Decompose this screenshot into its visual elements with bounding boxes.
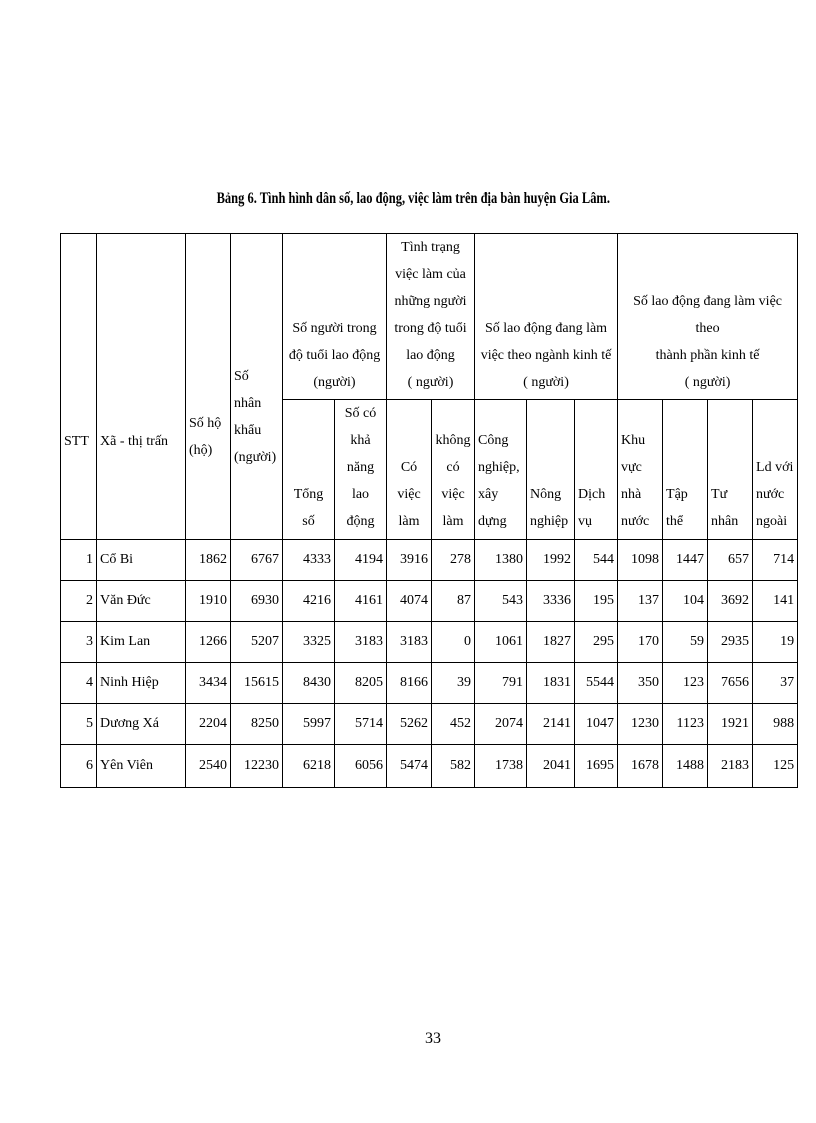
row-commune: Cổ Bi [97, 540, 186, 581]
row-value: 657 [708, 540, 753, 581]
row-value: 2074 [475, 704, 527, 745]
row-value: 1827 [527, 622, 575, 663]
header-households: Số hộ (hộ) [186, 234, 231, 540]
table-row [61, 622, 798, 663]
row-value: 39 [432, 663, 475, 704]
row-value: 2935 [708, 622, 753, 663]
row-value: 8205 [335, 663, 387, 704]
header-commune: Xã - thị trấn [97, 234, 186, 540]
row-stt: 3 [61, 622, 97, 663]
row-value: 4074 [387, 581, 432, 622]
row-value: 5544 [575, 663, 618, 704]
row-value: 4161 [335, 581, 387, 622]
row-value: 15615 [231, 663, 283, 704]
row-value: 1992 [527, 540, 575, 581]
row-value: 1047 [575, 704, 618, 745]
table-title: Bảng 6. Tình hình dân số, lao động, việc làm trên địa bàn huyện Gia Lâm. [216, 190, 610, 207]
row-value: 37 [753, 663, 798, 704]
header-foreign: Ld với nước ngoài [753, 400, 798, 540]
header-able: Số có khả năng lao động [335, 400, 387, 540]
row-value: 714 [753, 540, 798, 581]
row-value: 8250 [231, 704, 283, 745]
row-value: 2204 [186, 704, 231, 745]
row-value: 5262 [387, 704, 432, 745]
row-value: 295 [575, 622, 618, 663]
row-value: 7656 [708, 663, 753, 704]
row-value: 6218 [283, 745, 335, 788]
header-by-sector: Số lao động đang làm việc theo ngành kinh tế ( người) [475, 234, 618, 400]
row-stt: 2 [61, 581, 97, 622]
row-value: 2041 [527, 745, 575, 788]
header-stt: STT [61, 234, 97, 540]
table-body [61, 540, 798, 788]
row-value: 5714 [335, 704, 387, 745]
table-row [61, 663, 798, 704]
row-value: 59 [663, 622, 708, 663]
row-value: 1678 [618, 745, 663, 788]
row-value: 452 [432, 704, 475, 745]
row-value: 4216 [283, 581, 335, 622]
row-value: 1862 [186, 540, 231, 581]
row-value: 1447 [663, 540, 708, 581]
row-value: 1910 [186, 581, 231, 622]
row-value: 12230 [231, 745, 283, 788]
row-value: 1380 [475, 540, 527, 581]
row-value: 2141 [527, 704, 575, 745]
header-state: Khu vực nhà nước [618, 400, 663, 540]
header-population: Số nhân khẩu (người) [231, 234, 283, 540]
row-value: 582 [432, 745, 475, 788]
row-value: 5474 [387, 745, 432, 788]
header-unemployed: không có việc làm [432, 400, 475, 540]
row-stt: 1 [61, 540, 97, 581]
header-working-age: Số người trong độ tuổi lao động (người) [283, 234, 387, 400]
header-services: Dịch vụ [575, 400, 618, 540]
row-value: 104 [663, 581, 708, 622]
row-value: 1061 [475, 622, 527, 663]
row-value: 3183 [387, 622, 432, 663]
row-value: 2183 [708, 745, 753, 788]
row-value: 2540 [186, 745, 231, 788]
row-value: 543 [475, 581, 527, 622]
row-value: 544 [575, 540, 618, 581]
header-agriculture: Nông nghiệp [527, 400, 575, 540]
row-value: 3336 [527, 581, 575, 622]
row-commune: Văn Đức [97, 581, 186, 622]
row-commune: Dương Xá [97, 704, 186, 745]
row-value: 791 [475, 663, 527, 704]
row-commune: Ninh Hiệp [97, 663, 186, 704]
table-row [61, 745, 798, 788]
row-value: 1921 [708, 704, 753, 745]
row-value: 1831 [527, 663, 575, 704]
page-number: 33 [425, 1030, 441, 1047]
row-value: 3692 [708, 581, 753, 622]
row-stt: 6 [61, 745, 97, 788]
row-value: 278 [432, 540, 475, 581]
row-value: 8166 [387, 663, 432, 704]
row-value: 141 [753, 581, 798, 622]
row-value: 6930 [231, 581, 283, 622]
row-stt: 4 [61, 663, 97, 704]
row-value: 3183 [335, 622, 387, 663]
row-value: 19 [753, 622, 798, 663]
header-by-component: Số lao động đang làm việc theo thành phần kinh tế ( người) [618, 234, 798, 400]
row-value: 195 [575, 581, 618, 622]
row-value: 170 [618, 622, 663, 663]
row-value: 87 [432, 581, 475, 622]
row-value: 5997 [283, 704, 335, 745]
table-row [61, 540, 798, 581]
row-value: 1695 [575, 745, 618, 788]
header-employed: Có việc làm [387, 400, 432, 540]
row-value: 1123 [663, 704, 708, 745]
row-value: 1230 [618, 704, 663, 745]
header-collective: Tập thể [663, 400, 708, 540]
row-value: 350 [618, 663, 663, 704]
header-private: Tư nhân [708, 400, 753, 540]
population-labor-table [60, 233, 798, 788]
row-commune: Kim Lan [97, 622, 186, 663]
row-value: 1488 [663, 745, 708, 788]
row-value: 125 [753, 745, 798, 788]
row-value: 988 [753, 704, 798, 745]
row-value: 123 [663, 663, 708, 704]
row-value: 3325 [283, 622, 335, 663]
row-value: 6056 [335, 745, 387, 788]
header-total: Tổng số [283, 400, 335, 540]
row-value: 1738 [475, 745, 527, 788]
row-value: 0 [432, 622, 475, 663]
row-value: 8430 [283, 663, 335, 704]
row-value: 1098 [618, 540, 663, 581]
table-row [61, 581, 798, 622]
row-value: 137 [618, 581, 663, 622]
row-value: 6767 [231, 540, 283, 581]
row-value: 5207 [231, 622, 283, 663]
row-value: 3916 [387, 540, 432, 581]
table-row [61, 704, 798, 745]
row-value: 3434 [186, 663, 231, 704]
row-value: 4333 [283, 540, 335, 581]
row-value: 4194 [335, 540, 387, 581]
row-stt: 5 [61, 704, 97, 745]
row-commune: Yên Viên [97, 745, 186, 788]
row-value: 1266 [186, 622, 231, 663]
header-employment-status: Tình trạng việc làm của những người trong độ tuổi lao động ( người) [387, 234, 475, 400]
header-industry: Công nghiệp, xây dựng [475, 400, 527, 540]
